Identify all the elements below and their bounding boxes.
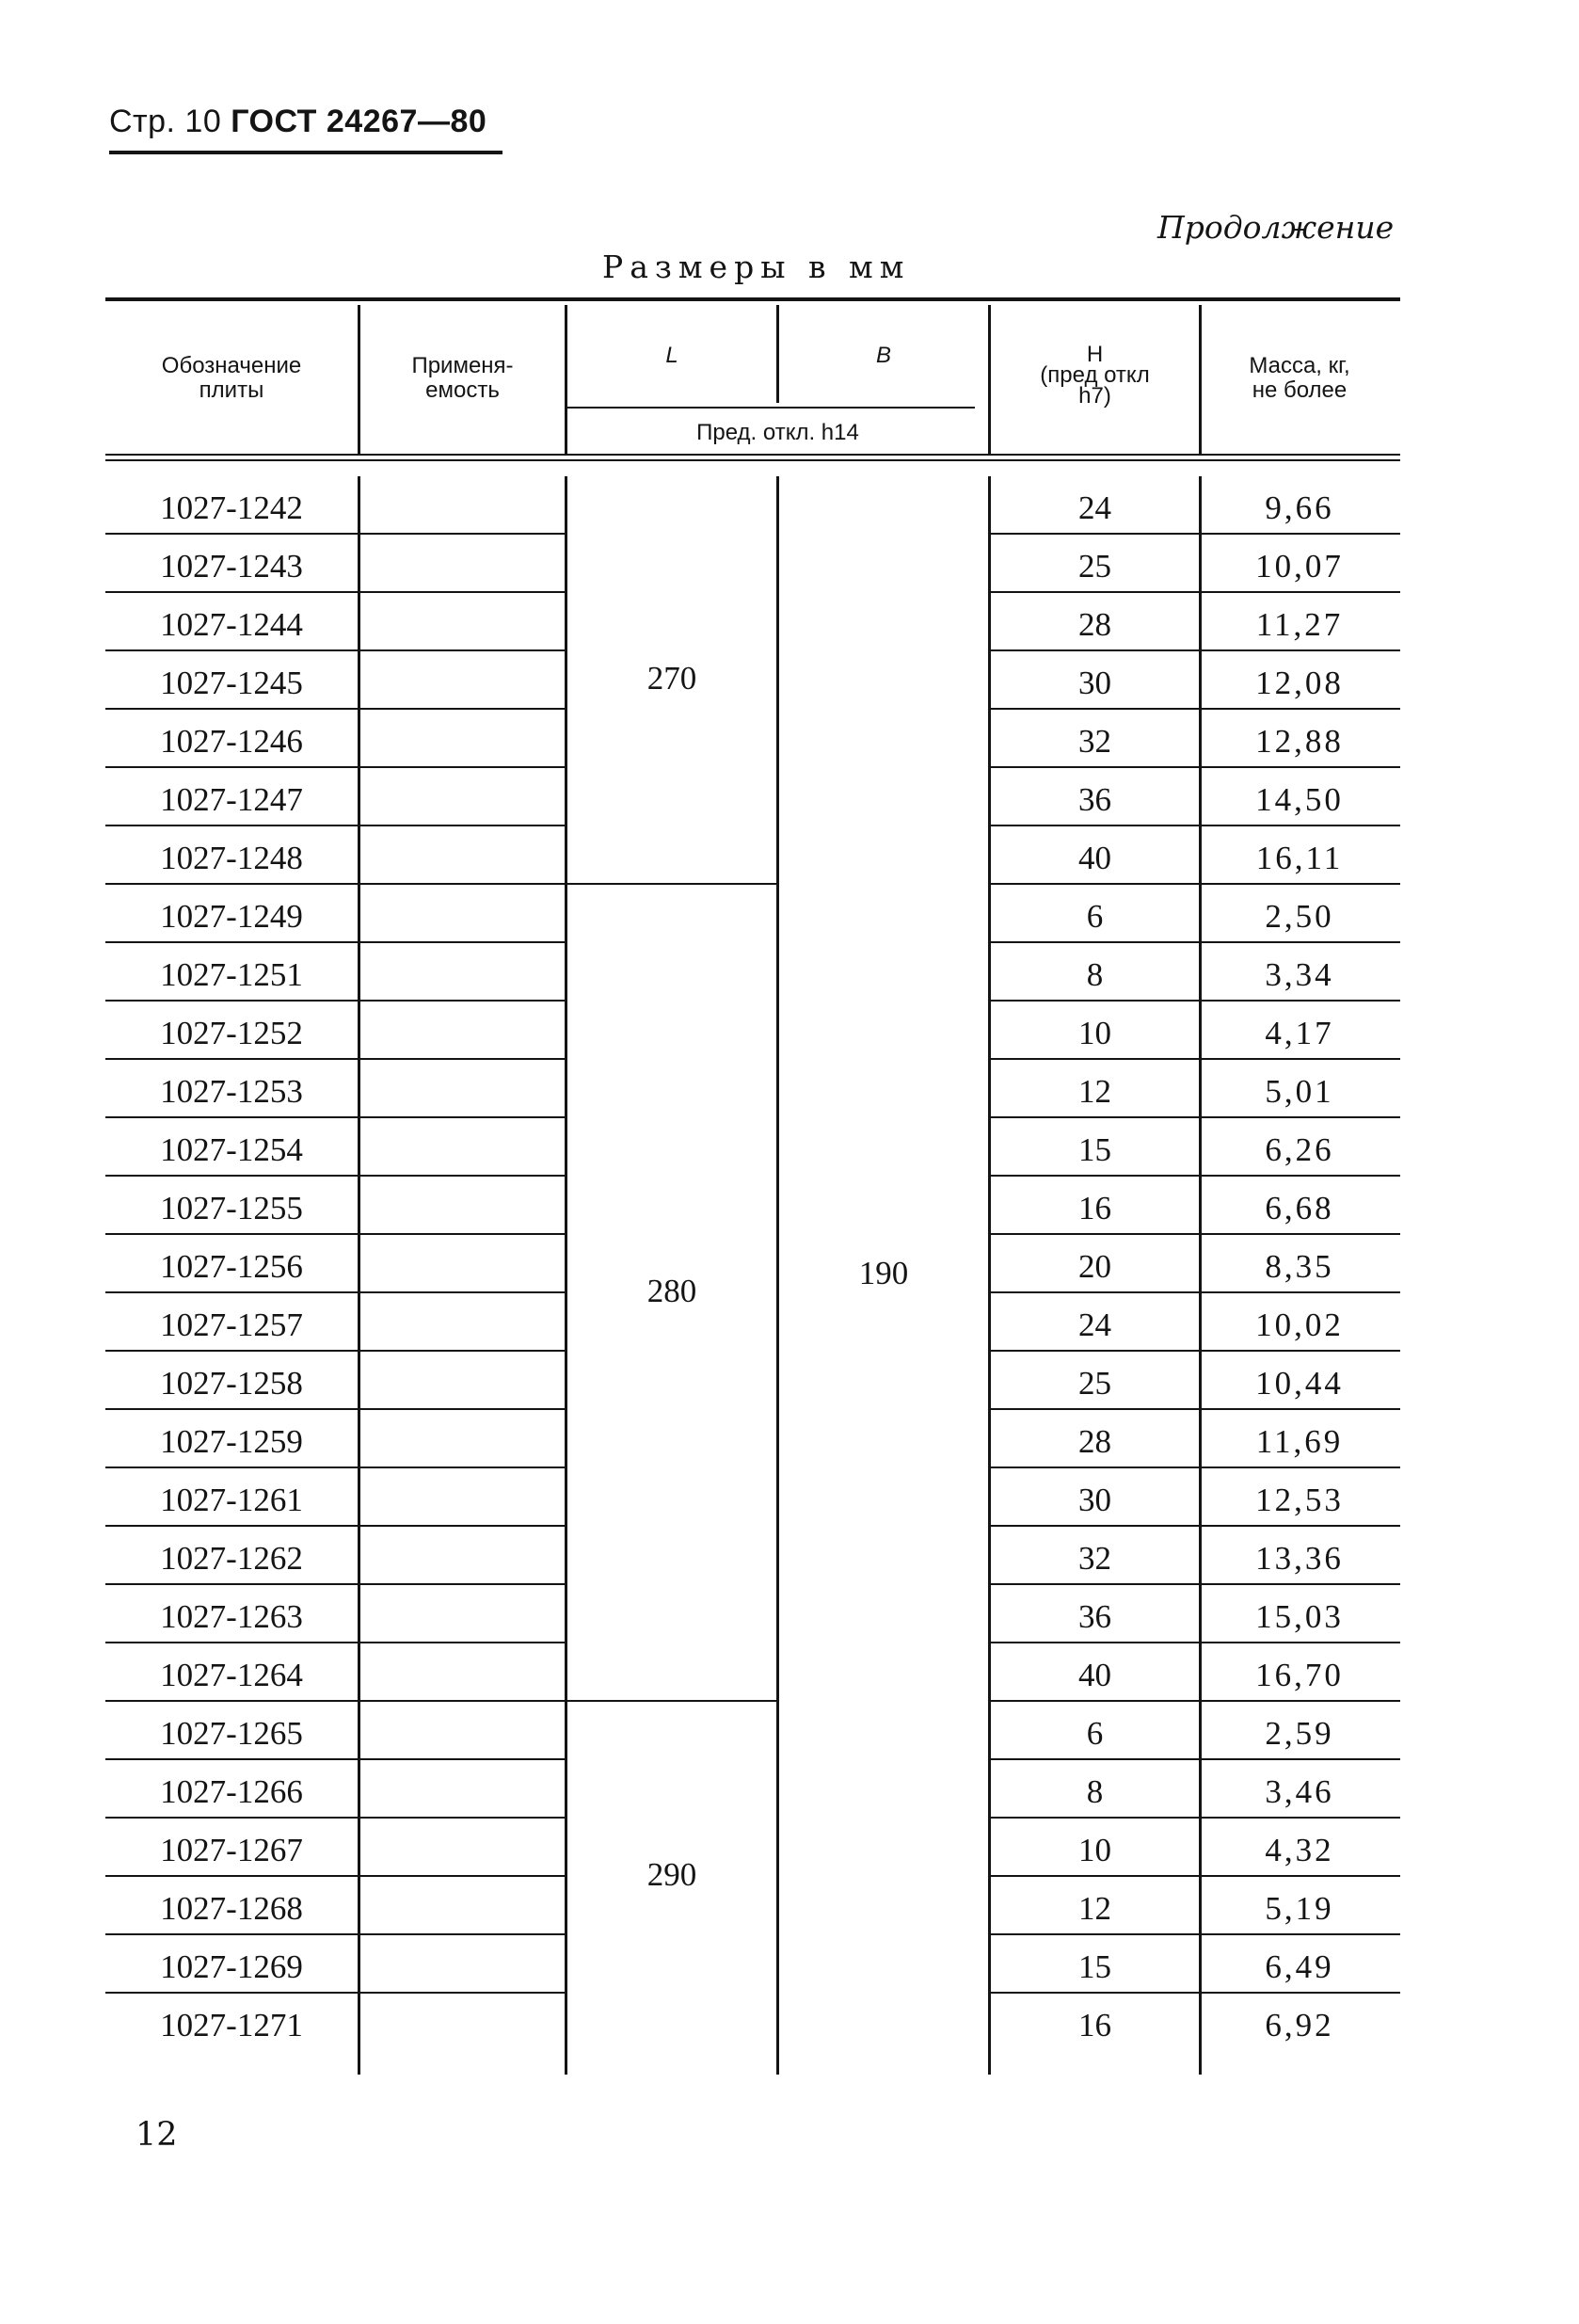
mass-cell: 12,08 [1255, 665, 1344, 701]
header-bottom-rule [105, 454, 1400, 456]
h-cell: 8 [1086, 1773, 1104, 1810]
row-rule [1202, 825, 1400, 826]
row-rule [991, 649, 1199, 651]
h-cell: 30 [1078, 665, 1111, 701]
row-rule [991, 708, 1199, 710]
row-rule [1202, 533, 1400, 535]
header-designation: Обозначение плиты [161, 353, 302, 403]
row-rule [105, 1700, 358, 1702]
mass-cell: 12,53 [1255, 1482, 1344, 1518]
mass-cell: 6,92 [1265, 2007, 1334, 2044]
row-rule [1202, 649, 1400, 651]
mass-cell: 6,68 [1265, 1190, 1334, 1226]
row-rule [991, 1758, 1199, 1760]
mass-cell: 9,66 [1265, 489, 1334, 526]
row-rule [991, 1875, 1199, 1877]
mass-cell: 5,01 [1265, 1073, 1334, 1110]
designation-cell: 1027-1251 [160, 956, 303, 993]
row-rule [105, 1000, 358, 1002]
row-rule [105, 1875, 358, 1877]
designation-cell: 1027-1256 [160, 1248, 303, 1285]
row-rule [105, 649, 358, 651]
row-rule [1202, 766, 1400, 768]
row-rule [1202, 1175, 1400, 1177]
row-rule [105, 1642, 358, 1643]
standard-designation: ГОСТ 24267—80 [231, 104, 487, 139]
mass-cell: 2,59 [1265, 1715, 1334, 1752]
h-cell: 36 [1078, 781, 1111, 818]
l-merged-cell: 270 [646, 660, 697, 697]
designation-cell: 1027-1247 [160, 781, 303, 818]
header-bottom-rule-double [105, 459, 1400, 461]
row-rule [360, 1875, 565, 1877]
row-rule [1202, 591, 1400, 593]
mass-cell: 11,69 [1255, 1423, 1344, 1460]
row-rule [991, 825, 1199, 826]
h-cell: 10 [1078, 1832, 1111, 1868]
row-rule [1202, 1875, 1400, 1877]
h-cell: 10 [1078, 1015, 1111, 1051]
designation-cell: 1027-1257 [160, 1306, 303, 1343]
mass-cell: 10,02 [1255, 1306, 1344, 1343]
mass-cell: 3,46 [1265, 1773, 1334, 1810]
row-rule [360, 1291, 565, 1293]
row-rule [360, 1175, 565, 1177]
designation-cell: 1027-1246 [160, 723, 303, 760]
row-rule [360, 1058, 565, 1060]
row-rule [105, 533, 358, 535]
row-rule [1202, 1350, 1400, 1352]
group-rule [567, 1700, 776, 1702]
h-cell: 24 [1078, 1306, 1111, 1343]
designation-cell: 1027-1259 [160, 1423, 303, 1460]
h-cell: 25 [1078, 1365, 1111, 1402]
h-cell: 12 [1078, 1890, 1111, 1927]
mass-cell: 10,44 [1255, 1365, 1344, 1402]
lb-subheader-rule [566, 407, 975, 409]
row-rule [360, 1817, 565, 1819]
row-rule [360, 708, 565, 710]
row-rule [105, 1933, 358, 1935]
row-rule [991, 1233, 1199, 1235]
designation-cell: 1027-1261 [160, 1482, 303, 1518]
row-rule [105, 708, 358, 710]
row-rule [360, 1233, 565, 1235]
row-rule [991, 883, 1199, 885]
row-rule [1202, 1467, 1400, 1468]
row-rule [105, 1408, 358, 1410]
designation-cell: 1027-1254 [160, 1131, 303, 1168]
row-rule [360, 1642, 565, 1643]
row-rule [991, 941, 1199, 943]
row-rule [991, 1642, 1199, 1643]
mass-cell: 6,26 [1265, 1131, 1334, 1168]
h-cell: 40 [1078, 840, 1111, 876]
row-rule [1202, 1817, 1400, 1819]
page-number: 12 [136, 2116, 178, 2154]
h-cell: 16 [1078, 1190, 1111, 1226]
header-mass: Масса, кг, не более [1249, 353, 1350, 403]
row-rule [991, 533, 1199, 535]
row-rule [105, 1525, 358, 1527]
row-rule [105, 1992, 358, 1994]
mass-cell: 11,27 [1255, 606, 1344, 643]
h-cell: 25 [1078, 548, 1111, 585]
row-rule [1202, 1700, 1400, 1702]
row-rule [991, 1116, 1199, 1118]
row-rule [360, 1583, 565, 1585]
row-rule [105, 1175, 358, 1177]
header-underline [109, 151, 502, 154]
row-rule [991, 1817, 1199, 1819]
mass-cell: 2,50 [1265, 898, 1334, 935]
row-rule [360, 825, 565, 826]
designation-cell: 1027-1245 [160, 665, 303, 701]
row-rule [1202, 941, 1400, 943]
row-rule [360, 1116, 565, 1118]
row-rule [991, 1408, 1199, 1410]
mass-cell: 13,36 [1255, 1540, 1344, 1577]
header-H: H (пред откл h7) [1040, 342, 1150, 409]
mass-cell: 8,35 [1265, 1248, 1334, 1285]
row-rule [360, 1467, 565, 1468]
b-merged-cell: 190 [858, 1255, 909, 1291]
h-cell: 36 [1078, 1598, 1111, 1635]
designation-cell: 1027-1252 [160, 1015, 303, 1051]
header-tolerance: Пред. откл. h14 [696, 420, 859, 445]
running-header [109, 104, 486, 140]
row-rule [1202, 1933, 1400, 1935]
row-rule [360, 1700, 565, 1702]
header-B: B [875, 343, 891, 368]
row-rule [360, 1758, 565, 1760]
row-rule [1202, 708, 1400, 710]
row-rule [991, 1000, 1199, 1002]
continuation-label: Продолжение [1157, 209, 1395, 246]
row-rule [105, 1116, 358, 1118]
row-rule [1202, 1642, 1400, 1643]
row-rule [105, 1467, 358, 1468]
designation-cell: 1027-1242 [160, 489, 303, 526]
row-rule [1202, 1583, 1400, 1585]
designation-cell: 1027-1269 [160, 1948, 303, 1985]
row-rule [360, 1000, 565, 1002]
row-rule [991, 1291, 1199, 1293]
row-rule [1202, 1291, 1400, 1293]
row-rule [105, 941, 358, 943]
designation-cell: 1027-1249 [160, 898, 303, 935]
mass-cell: 16,70 [1255, 1657, 1344, 1693]
row-rule [105, 1233, 358, 1235]
row-rule [105, 1291, 358, 1293]
mass-cell: 3,34 [1265, 956, 1334, 993]
mass-cell: 12,88 [1255, 723, 1344, 760]
row-rule [360, 883, 565, 885]
row-rule [360, 591, 565, 593]
row-rule [360, 1933, 565, 1935]
h-cell: 6 [1086, 1715, 1104, 1752]
designation-cell: 1027-1253 [160, 1073, 303, 1110]
designation-cell: 1027-1262 [160, 1540, 303, 1577]
designation-cell: 1027-1248 [160, 840, 303, 876]
row-rule [991, 591, 1199, 593]
designation-cell: 1027-1244 [160, 606, 303, 643]
h-cell: 32 [1078, 1540, 1111, 1577]
header-L: L [665, 343, 678, 368]
row-rule [1202, 883, 1400, 885]
row-rule [991, 1350, 1199, 1352]
h-cell: 28 [1078, 1423, 1111, 1460]
row-rule [105, 1350, 358, 1352]
l-merged-cell: 280 [646, 1273, 697, 1309]
designation-cell: 1027-1266 [160, 1773, 303, 1810]
row-rule [991, 1175, 1199, 1177]
row-rule [360, 533, 565, 535]
designation-cell: 1027-1243 [160, 548, 303, 585]
row-rule [105, 883, 358, 885]
h-cell: 24 [1078, 489, 1111, 526]
row-rule [991, 1992, 1199, 1994]
designation-cell: 1027-1263 [160, 1598, 303, 1635]
designation-cell: 1027-1267 [160, 1832, 303, 1868]
row-rule [991, 1525, 1199, 1527]
h-cell: 40 [1078, 1657, 1111, 1693]
designation-cell: 1027-1255 [160, 1190, 303, 1226]
mass-cell: 14,50 [1255, 781, 1344, 818]
body-col-divider [358, 476, 360, 2075]
designation-cell: 1027-1265 [160, 1715, 303, 1752]
mass-cell: 4,17 [1265, 1015, 1334, 1051]
row-rule [360, 1408, 565, 1410]
row-rule [105, 1583, 358, 1585]
row-rule [360, 1525, 565, 1527]
h-cell: 28 [1078, 606, 1111, 643]
h-cell: 20 [1078, 1248, 1111, 1285]
l-merged-cell: 290 [646, 1856, 697, 1893]
row-rule [1202, 1233, 1400, 1235]
row-rule [1202, 1058, 1400, 1060]
row-rule [1202, 1992, 1400, 1994]
mass-cell: 16,11 [1255, 840, 1344, 876]
row-rule [1202, 1758, 1400, 1760]
row-rule [105, 825, 358, 826]
table-top-rule [105, 297, 1400, 301]
row-rule [991, 1058, 1199, 1060]
row-rule [360, 1992, 565, 1994]
mass-cell: 15,03 [1255, 1598, 1344, 1635]
h-cell: 6 [1086, 898, 1104, 935]
row-rule [991, 1583, 1199, 1585]
dimensions-note: Размеры в мм [602, 248, 911, 285]
h-cell: 32 [1078, 723, 1111, 760]
h-cell: 15 [1078, 1948, 1111, 1985]
designation-cell: 1027-1264 [160, 1657, 303, 1693]
row-rule [360, 649, 565, 651]
row-rule [1202, 1116, 1400, 1118]
h-cell: 8 [1086, 956, 1104, 993]
designation-cell: 1027-1271 [160, 2007, 303, 2044]
designation-cell: 1027-1268 [160, 1890, 303, 1927]
row-rule [1202, 1408, 1400, 1410]
row-rule [360, 766, 565, 768]
row-rule [1202, 1000, 1400, 1002]
group-rule [567, 883, 776, 885]
row-rule [991, 1467, 1199, 1468]
row-rule [991, 766, 1199, 768]
row-rule [991, 1700, 1199, 1702]
mass-cell: 6,49 [1265, 1948, 1334, 1985]
h-cell: 12 [1078, 1073, 1111, 1110]
row-rule [360, 941, 565, 943]
row-rule [105, 766, 358, 768]
row-rule [360, 1350, 565, 1352]
h-cell: 16 [1078, 2007, 1111, 2044]
header-applicability: Применя- емость [411, 353, 514, 403]
row-rule [1202, 1525, 1400, 1527]
mass-cell: 4,32 [1265, 1832, 1334, 1868]
row-rule [105, 1758, 358, 1760]
mass-cell: 5,19 [1265, 1890, 1334, 1927]
designation-cell: 1027-1258 [160, 1365, 303, 1402]
row-rule [105, 1058, 358, 1060]
row-rule [105, 591, 358, 593]
page-label: Стр. 10 [109, 104, 222, 139]
h-cell: 15 [1078, 1131, 1111, 1168]
h-cell: 30 [1078, 1482, 1111, 1518]
mass-cell: 10,07 [1255, 548, 1344, 585]
row-rule [105, 1817, 358, 1819]
row-rule [991, 1933, 1199, 1935]
